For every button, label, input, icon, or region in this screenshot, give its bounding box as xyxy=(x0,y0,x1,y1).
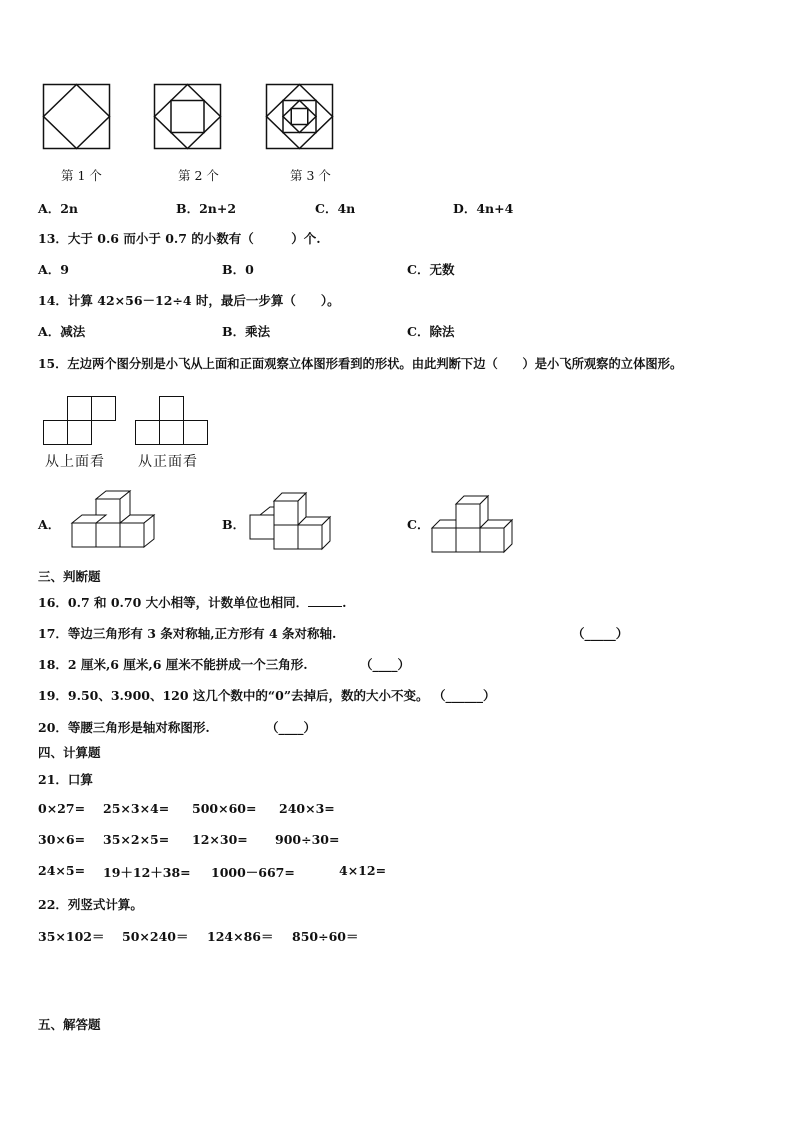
q18-text: 18．2 厘米,6 厘米,6 厘米不能拼成一个三角形. xyxy=(38,657,308,672)
q12-option-d[interactable]: D．4n+4 xyxy=(453,201,514,216)
q22-item: 850÷60＝ xyxy=(292,929,359,944)
q16-answer-blank[interactable] xyxy=(308,595,342,607)
q17-text: 17．等边三角形有 3 条对称轴,正方形有 4 条对称轴. xyxy=(38,626,337,641)
q21-item: 500×60= xyxy=(192,801,257,816)
q12-option-b[interactable]: B．2n+2 xyxy=(176,201,237,216)
front-view-label: 从正面看 xyxy=(138,454,198,470)
q19-answer-paren[interactable]: （______） xyxy=(433,688,496,703)
q13-option-b[interactable]: B．0 xyxy=(222,262,254,277)
q22-item: 50×240＝ xyxy=(122,929,189,944)
q14-stem: 14．计算 42×56－12÷4 时，最后一步算（ ）。 xyxy=(38,293,340,308)
figure-label-3: 第 3 个 xyxy=(290,168,331,183)
q22-item: 124×86＝ xyxy=(207,929,274,944)
q14-option-b[interactable]: B．乘法 xyxy=(222,324,271,339)
q12-option-a[interactable]: A．2n xyxy=(38,201,78,216)
square-pattern-figure-3 xyxy=(266,84,334,150)
q12-option-c[interactable]: C．4n xyxy=(315,201,356,216)
q16 xyxy=(38,593,347,611)
q21-item: 30×6= xyxy=(38,832,86,847)
q14-option-a[interactable]: A．减法 xyxy=(38,324,86,339)
q21-item: 1000－667= xyxy=(211,865,295,880)
cube-solid-b xyxy=(248,489,340,557)
q21-item: 12×30= xyxy=(192,832,248,847)
section-5-title: 五、解答题 xyxy=(38,1017,101,1032)
q22-item: 35×102＝ xyxy=(38,929,105,944)
section-4-title: 四、计算题 xyxy=(38,745,101,760)
q16-text: 16．0.7 和 0.70 大小相等，计数单位也相同． xyxy=(38,595,309,610)
q17-answer-paren[interactable]: （_____） xyxy=(572,626,629,641)
top-view-label: 从上面看 xyxy=(45,454,105,470)
q21-item: 0×27= xyxy=(38,801,86,816)
q13-option-c[interactable]: C．无数 xyxy=(407,262,455,277)
q21-item: 4×12= xyxy=(339,863,387,878)
q16-end: . xyxy=(342,595,347,610)
q14-option-c[interactable]: C．除法 xyxy=(407,324,455,339)
q21-item: 25×3×4= xyxy=(103,801,170,816)
q13-option-a[interactable]: A．9 xyxy=(38,262,69,277)
q21-item: 19＋12＋38= xyxy=(103,865,191,880)
q21-title: 21．口算 xyxy=(38,772,93,787)
figure-label-2: 第 2 个 xyxy=(178,168,219,183)
front-view-shape xyxy=(135,396,211,446)
cube-solid-a xyxy=(66,489,158,557)
q15-stem: 15．左边两个图分别是小飞从上面和正面观察立体图形看到的形状。由此判断下边（ ）是小飞所观察的立体图形。 xyxy=(38,356,683,371)
q21-item: 24×5= xyxy=(38,863,86,878)
section-3-title: 三、判断题 xyxy=(38,569,101,584)
q20-answer-paren[interactable]: （____） xyxy=(266,720,317,735)
q19-text: 19．9.50、3.900、120 这几个数中的“0”去掉后，数的大小不变。 xyxy=(38,688,429,703)
q21-item: 35×2×5= xyxy=(103,832,170,847)
q18-answer-paren[interactable]: （____） xyxy=(360,657,411,672)
q21-item: 240×3= xyxy=(279,801,335,816)
q13-stem: 13．大于 0.6 而小于 0.7 的小数有（ ）个. xyxy=(38,231,321,246)
cube-solid-c xyxy=(430,492,522,558)
q21-item: 900÷30= xyxy=(275,832,340,847)
q22-title: 22．列竖式计算。 xyxy=(38,897,143,912)
q15-option-c[interactable]: C． xyxy=(407,517,430,532)
q20-text: 20．等腰三角形是轴对称图形. xyxy=(38,720,210,735)
q15-option-b[interactable]: B． xyxy=(222,517,246,532)
q15-option-a[interactable]: A． xyxy=(38,517,61,532)
square-pattern-figure-1 xyxy=(43,84,111,150)
square-pattern-figure-2 xyxy=(154,84,222,150)
figure-label-1: 第 1 个 xyxy=(61,168,102,183)
top-view-shape xyxy=(43,396,119,446)
